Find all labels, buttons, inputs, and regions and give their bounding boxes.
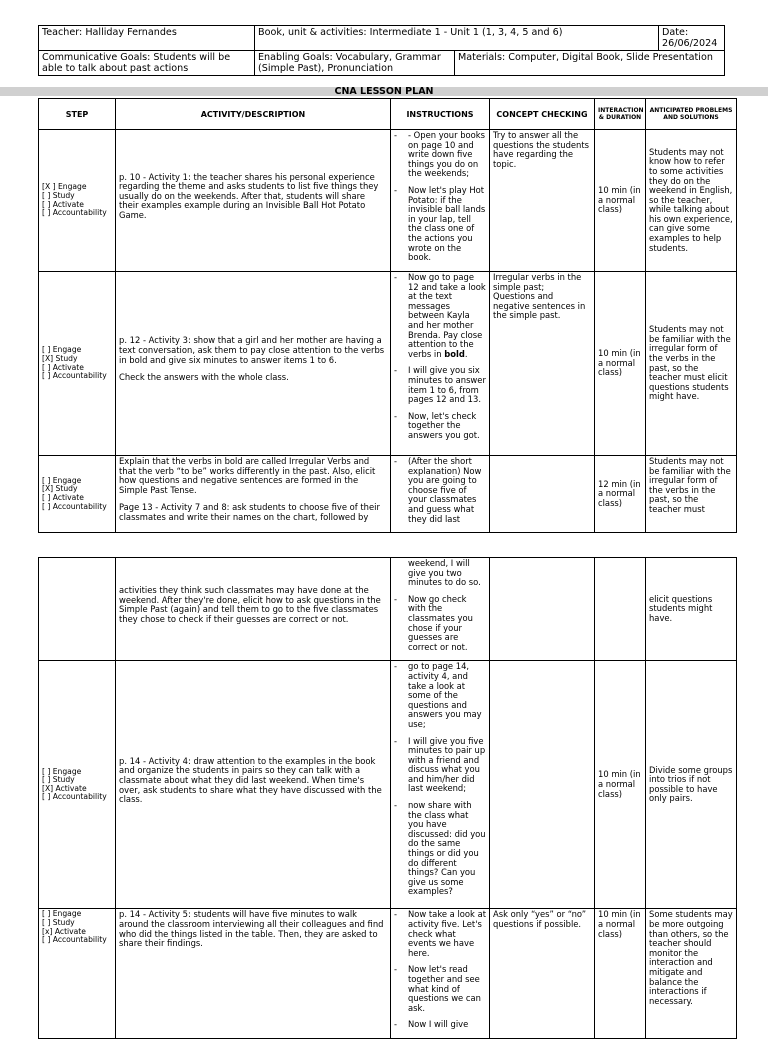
instructions-cell <box>391 456 490 533</box>
activity-cell: p. 14 - Activity 5: students will have five minutes to walk around the classroom interviewing all their colleagues and find who did the things listed in the table. Then, they are asked to share their findings. <box>116 909 391 1039</box>
column-header-activity: ACTIVITY/DESCRIPTION <box>116 99 391 130</box>
concept-cell <box>490 661 595 909</box>
problems-cell: elicit questions students might have. <box>646 558 737 661</box>
lesson-plan-table-1 <box>38 98 737 533</box>
communicative-goals-cell: Communicative Goals: Students will be able to talk about past actions <box>39 51 255 76</box>
activity-cell: Explain that the verbs in bold are called Irregular Verbs and that the verb “to be” works differently in the past. Also, elicit how questions and negative sentences are formed in the Simple Past Tense. Page 13 - Activity 7 and 8: ask students to choose five of their classmates and write their names on the chart, followed by <box>116 456 391 533</box>
list-item: - Now take a look at activity five. Let's check what events we have here. <box>408 910 486 958</box>
problems-cell: Divide some groups into trios if not possible to have only pairs. <box>646 661 737 909</box>
activity-cell: p. 10 - Activity 1: the teacher shares his personal experience regarding the theme and asks students to list five things they usually do on the weekends. After that, students will share their examples example during an Invisible Ball Hot Potato Game. <box>116 130 391 272</box>
list-item: - (After the short explanation) Now you are going to choose five of your classmates and guess what they did last <box>408 457 486 524</box>
enabling-goals-cell: Enabling Goals: Vocabulary, Grammar (Simple Past), Pronunciation <box>255 51 455 76</box>
problems-cell: Students may not be familiar with the irregular form of the verbs in the past, so the teacher must <box>646 456 737 533</box>
problems-cell: Students may not be familiar with the irregular form of the verbs in the past, so the teacher must elicit questions students might have. <box>646 272 737 456</box>
instructions-cell <box>391 272 490 456</box>
list-item: - go to page 14, activity 4, and take a look at some of the questions and answers you may use; <box>408 662 486 729</box>
step-cell: [ ] Engage [X] Study [ ] Activate [ ] Accountability <box>39 272 116 456</box>
problems-cell: Some students may be more outgoing than others, so the teacher should monitor the interaction and mitigate and balance the interactions if necessary. <box>646 909 737 1039</box>
duration-cell: 10 min (in a normal class) <box>595 661 646 909</box>
list-item: - Now, let's check together the answers you got. <box>408 412 486 441</box>
table-row <box>39 456 737 533</box>
table-row <box>39 558 737 661</box>
list-item: - Now go to page 12 and take a look at the text messages between Kayla and her mother Brenda. Pay close attention to the verbs in bold. <box>408 273 486 359</box>
table-row <box>39 661 737 909</box>
concept-cell: Irregular verbs in the simple past; Questions and negative sentences in the simple past. <box>490 272 595 456</box>
column-header-instructions: INSTRUCTIONS <box>391 99 490 130</box>
step-cell <box>39 558 116 661</box>
step-cell: [ ] Engage [ ] Study [x] Activate [ ] Accountability <box>39 909 116 1039</box>
concept-cell <box>490 456 595 533</box>
date-cell: Date: 26/06/2024 <box>659 26 725 51</box>
list-item: - Now I will give <box>408 1020 486 1030</box>
duration-cell: 10 min (in a normal class) <box>595 130 646 272</box>
column-header-problems: ANTICIPATED PROBLEMS AND SOLUTIONS <box>646 99 737 130</box>
lesson-plan-table-2 <box>38 557 737 1039</box>
list-item: - - Open your books on page 10 and write down five things you do on the weekends; <box>408 131 486 179</box>
materials-cell: Materials: Computer, Digital Book, Slide Presentation <box>455 51 725 76</box>
activity-cell: activities they think such classmates may have done at the weekend. After they're done, elicit how to ask questions in the Simple Past (again) and tell them to go to the five classmates they chose to check if their guesses are correct or not. <box>116 558 391 661</box>
step-cell: [X ] Engage [ ] Study [ ] Activate [ ] Accountability <box>39 130 116 272</box>
activity-cell: p. 12 - Activity 3: show that a girl and her mother are having a text conversation, ask them to pay close attention to the verbs in bold and give six minutes to answer items 1 to 6. Check the answers with the whole class. <box>116 272 391 456</box>
activity-cell: p. 14 - Activity 4: draw attention to the examples in the book and organize the students in pairs so they can talk with a classmate about what they did last weekend. When time's over, ask students to share what they have discussed with the class. <box>116 661 391 909</box>
list-item: - now share with the class what you have discussed: did you do the same things or did you do different things? Can you give us some examples? <box>408 801 486 897</box>
concept-cell: Try to answer all the questions the students have regarding the topic. <box>490 130 595 272</box>
duration-cell: 12 min (in a normal class) <box>595 456 646 533</box>
list-item: - Now let's play Hot Potato: if the invisible ball lands in your lap, tell the class one of the actions you wrote on the book. <box>408 186 486 263</box>
list-item: - I will give you five minutes to pair up with a friend and discuss what you and him/her did last weekend; <box>408 737 486 795</box>
table-row <box>39 909 737 1039</box>
header-table <box>38 25 725 76</box>
list-item: - Now let's read together and see what kind of questions we can ask. <box>408 965 486 1013</box>
instructions-cell <box>391 130 490 272</box>
step-cell: [ ] Engage [ ] Study [X] Activate [ ] Accountability <box>39 661 116 909</box>
page-title: CNA LESSON PLAN <box>334 86 434 97</box>
column-header-interaction: INTERACTION & DURATION <box>595 99 646 130</box>
table-row <box>39 130 737 272</box>
list-item: - I will give you six minutes to answer item 1 to 6, from pages 12 and 13. <box>408 366 486 404</box>
book-cell: Book, unit & activities: Intermediate 1 - Unit 1 (1, 3, 4, 5 and 6) <box>255 26 659 51</box>
duration-cell: 10 min (in a normal class) <box>595 272 646 456</box>
concept-cell <box>490 558 595 661</box>
instructions-cell <box>391 909 490 1039</box>
table-row <box>39 272 737 456</box>
concept-cell: Ask only “yes” or “no” questions if possible. <box>490 909 595 1039</box>
list-item: - Now go check with the classmates you chose if your guesses are correct or not. <box>408 595 486 653</box>
instructions-cell <box>391 661 490 909</box>
instructions-cell: weekend, I will give you two minutes to do so. - Now go check with the classmates you chose if your guesses are correct or not. <box>391 558 490 661</box>
column-header-step: STEP <box>39 99 116 130</box>
duration-cell: 10 min (in a normal class) <box>595 909 646 1039</box>
title-banner <box>0 87 768 96</box>
teacher-cell: Teacher: Halliday Fernandes <box>39 26 255 51</box>
problems-cell: Students may not know how to refer to some activities they do on the weekend in English, so the teacher, while talking about his own experience, can give some examples to help students. <box>646 130 737 272</box>
column-header-concept: CONCEPT CHECKING <box>490 99 595 130</box>
duration-cell <box>595 558 646 661</box>
step-cell: [ ] Engage [X] Study [ ] Activate [ ] Accountability <box>39 456 116 533</box>
